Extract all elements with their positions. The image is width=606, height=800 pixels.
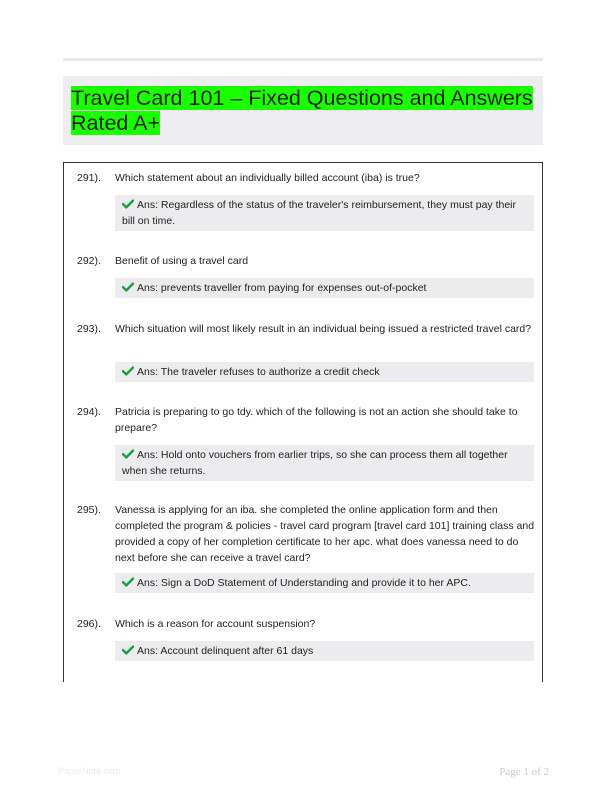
top-divider: [63, 58, 543, 61]
page-number: Page 1 of 2: [499, 766, 549, 778]
question-text: Which situation will most likely result in an individual being issued a restricted travel card?: [115, 323, 532, 335]
checkmark-icon: [122, 366, 134, 376]
question-text: Vanessa is applying for an iba. she completed the online application form and then completed the program & policies - travel card program [travel card 101] training class and provided a copy of her completion certificate to her apc. what does vanessa need to do next before she can receive a travel card?: [115, 504, 535, 564]
question-number: 294).: [77, 406, 101, 418]
question-text: Benefit of using a travel card: [115, 255, 249, 267]
answer-text: Ans: Hold onto vouchers from earlier trips, so she can process them all together when she returns.: [122, 449, 508, 477]
question-text: Patricia is preparing to go tdy. which of the following is not an action she should take to prepare?: [115, 406, 518, 434]
question-number: 296).: [77, 618, 101, 630]
answer-text: Ans: prevents traveller from paying for expenses out-of-pocket: [137, 282, 427, 294]
checkmark-icon: [122, 199, 134, 209]
question-number: 295).: [77, 504, 101, 516]
answer-text: Ans: Sign a DoD Statement of Understanding and provide it to her APC.: [137, 577, 471, 589]
answer-box: [115, 641, 534, 661]
answer-box: [115, 573, 534, 593]
answer-box: [115, 445, 534, 481]
qa-frame: [63, 162, 543, 682]
page-title: Travel Card 101 – Fixed Questions and Answers Rated A+: [71, 86, 533, 135]
question-number: 293).: [77, 323, 101, 335]
answer-text: Ans: The traveler refuses to authorize a credit check: [137, 366, 380, 378]
checkmark-icon: [122, 577, 134, 587]
checkmark-icon: [122, 449, 134, 459]
checkmark-icon: [122, 282, 134, 292]
title-box: [63, 76, 543, 145]
checkmark-icon: [122, 645, 134, 655]
question-number: 291).: [77, 172, 101, 184]
question-text: Which statement about an individually billed account (iba) is true?: [115, 172, 420, 184]
footer-watermark: PaperNote.com: [58, 766, 121, 776]
question-text: Which is a reason for account suspension?: [115, 618, 316, 630]
question-number: 292).: [77, 255, 101, 267]
answer-box: [115, 278, 534, 298]
answer-text: Ans: Regardless of the status of the traveler's reimbursement, they must pay their bill on time.: [122, 199, 517, 227]
answer-box: [115, 195, 534, 231]
answer-text: Ans: Account delinquent after 61 days: [137, 645, 314, 657]
answer-box: [115, 362, 534, 382]
